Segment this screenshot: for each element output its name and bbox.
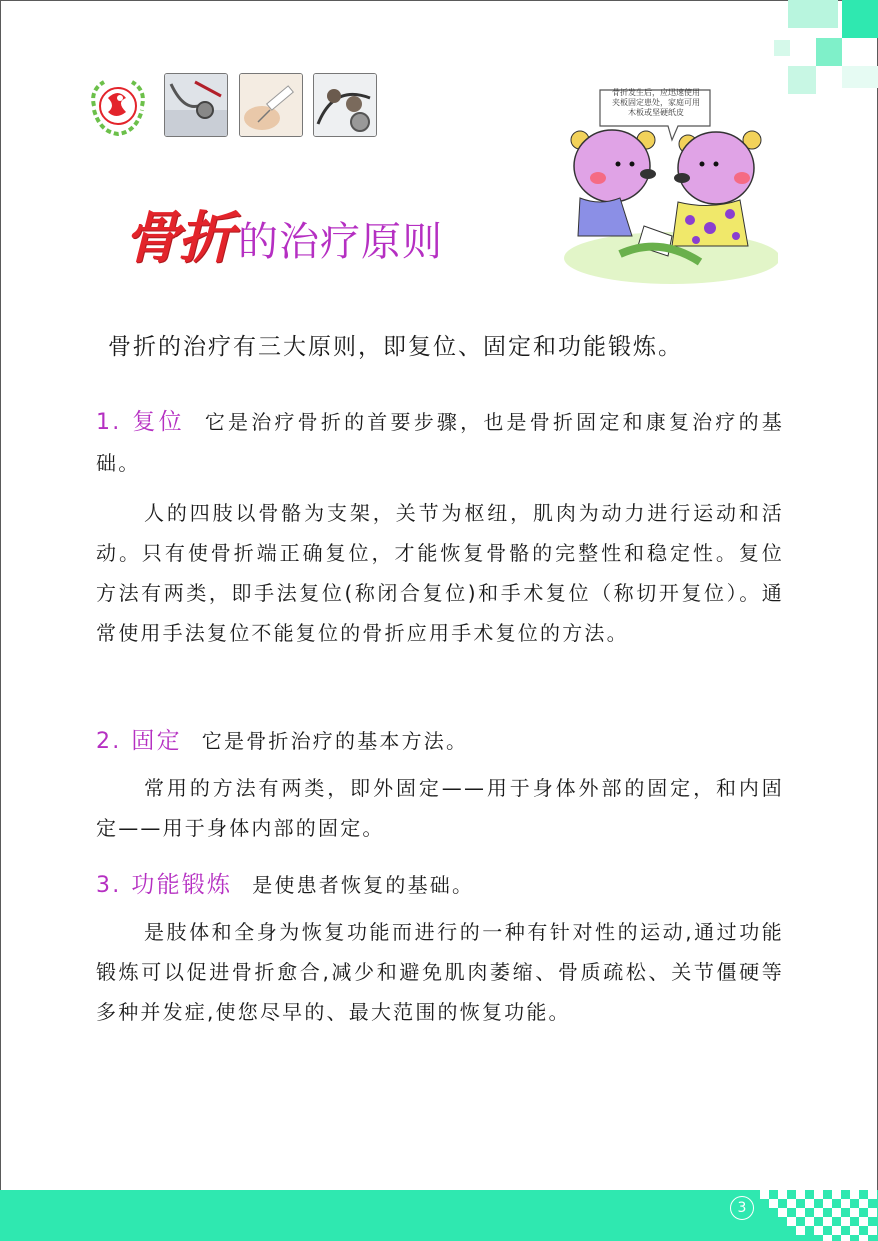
deco-square — [816, 38, 842, 66]
deco-square — [774, 40, 790, 56]
hospital-logo-icon — [86, 76, 150, 138]
section-number: 2. — [96, 729, 122, 754]
intro-text: 骨折的治疗有三大原则，即复位、固定和功能锻炼。 — [108, 334, 683, 360]
section-heading: 复位 — [131, 409, 185, 435]
thumbnail-stethoscope-closeup — [313, 73, 377, 137]
title-highlight: 骨折 — [124, 206, 232, 271]
section-3-lead — [96, 865, 784, 906]
page-number: 3 — [730, 1196, 754, 1220]
section-1-lead — [96, 402, 784, 483]
section-3-body: 是肢体和全身为恢复功能而进行的一种有针对性的运动,通过功能锻炼可以促进骨折愈合,减少和避免肌肉萎缩、骨质疏松、关节僵硬等多种并发症,使您尽早的、最大范围的恢复功能。 — [96, 920, 784, 1024]
section-heading: 固定 — [131, 728, 182, 754]
stethoscope-icon — [165, 74, 227, 136]
section-number: 3. — [96, 873, 122, 898]
thumbnail-stethoscope — [164, 73, 228, 137]
thumbnail-syringe — [239, 73, 303, 137]
section-lead-text: 它是治疗骨折的首要步骤，也是骨折固定和康复治疗的基础。 — [96, 410, 785, 475]
deco-square — [842, 66, 878, 88]
section-1-body: 人的四肢以骨骼为支架，关节为枢纽，肌肉为动力进行运动和活动。只有使骨折端正确复位，才能恢复骨骼的完整性和稳定性。复位方法有两类，即手法复位(称闭合复位)和手术复位（称切开复位）。通常使用手法复位不能复位的骨折应用手术复位的方法。 — [96, 501, 784, 645]
section-heading: 功能锻炼 — [131, 872, 233, 898]
deco-square — [788, 66, 816, 94]
checker-pattern — [760, 1190, 878, 1241]
deco-square — [788, 0, 838, 28]
syringe-icon — [240, 74, 302, 136]
title-rest: 的治疗原则 — [238, 219, 443, 265]
section-lead-text: 是使患者恢复的基础。 — [252, 873, 475, 897]
section-lead-text: 它是骨折治疗的基本方法。 — [201, 729, 469, 753]
speech-bubble-text: 骨折发生后，应迅速使用夹板固定患处，家庭可用木板或坚硬纸皮 — [612, 88, 700, 117]
page-title — [124, 196, 443, 270]
section-2-body: 常用的方法有两类，即外固定——用于身体外部的固定，和内固定——用于身体内部的固定。 — [96, 776, 784, 840]
stethoscope-closeup-icon — [314, 74, 376, 136]
section-2-lead — [96, 721, 784, 762]
section-number: 1. — [96, 410, 122, 435]
deco-square — [842, 0, 878, 38]
